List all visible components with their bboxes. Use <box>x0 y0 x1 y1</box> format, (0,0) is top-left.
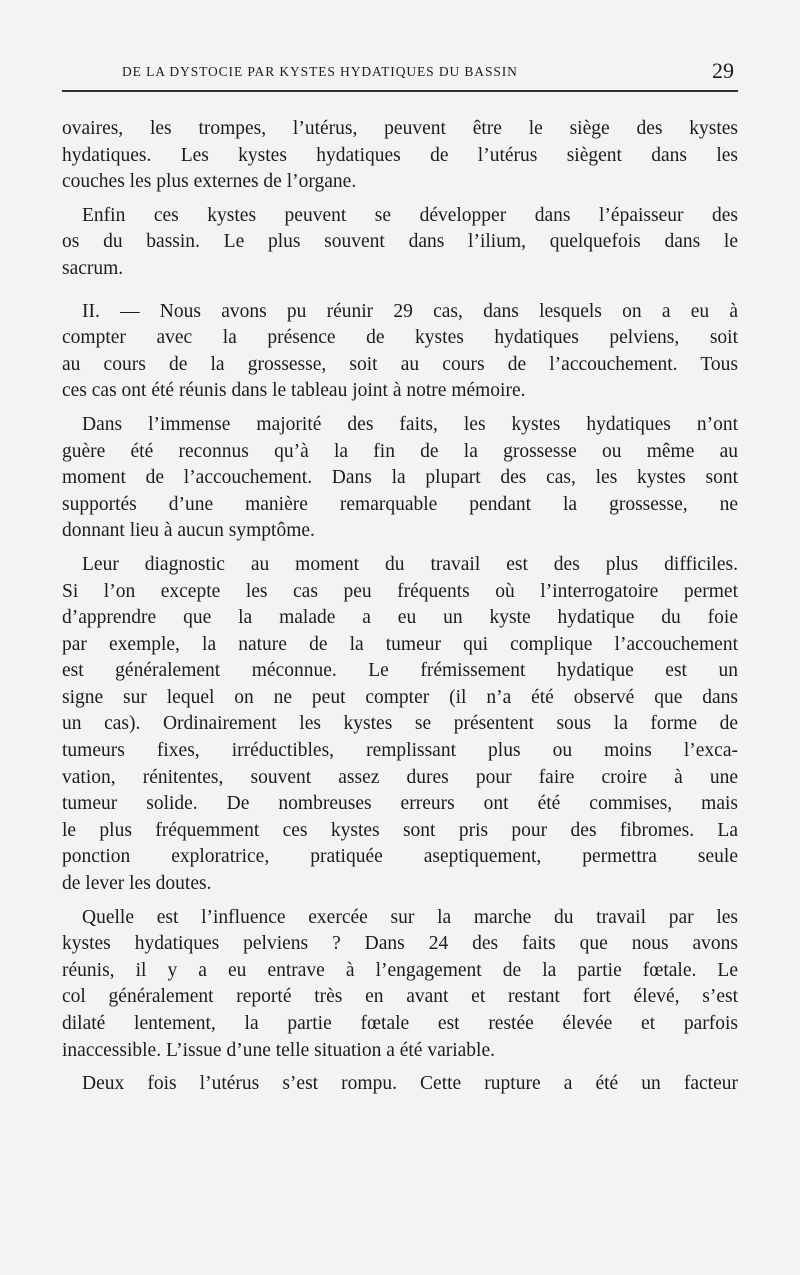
text-line: au cours de la grossesse, soit au cours de l’accouchement. Tous <box>62 353 738 375</box>
text-line: signe sur lequel on ne peut compter (il n’a été observé que dans <box>62 686 738 708</box>
paragraph <box>62 1071 738 1098</box>
text-line: Quelle est l’influence exercée sur la marche du travail par les <box>82 906 738 928</box>
text-line: supportés d’une manière remarquable pendant la grossesse, ne <box>62 493 738 515</box>
text-line: un cas). Ordinairement les kystes se présentent sous la forme de <box>62 713 738 735</box>
paragraph <box>62 116 738 196</box>
text-line: par exemple, la nature de la tumeur qui complique l’accouchement <box>62 633 738 655</box>
running-header <box>62 58 738 92</box>
text-line: Deux fois l’utérus s’est rompu. Cette rupture a été un facteur <box>82 1073 738 1095</box>
text-line: os du bassin. Le plus souvent dans l’ilium, quelquefois dans le <box>62 231 738 253</box>
running-title: DE LA DYSTOCIE PAR KYSTES HYDATIQUES DU BASSIN <box>122 64 518 79</box>
header-rule <box>62 90 738 92</box>
text-line: Leur diagnostic au moment du travail est des plus difficiles. <box>82 553 738 575</box>
text-line: vation, rénitentes, souvent assez dures pour faire croire à une <box>62 766 738 788</box>
paragraph <box>62 905 738 1065</box>
text-line: Dans l’immense majorité des faits, les kystes hydatiques n’ont <box>82 413 738 435</box>
text-line: tumeur solide. De nombreuses erreurs ont été commises, mais <box>62 793 738 815</box>
text-line: guère été reconnus qu’à la fin de la grossesse ou même au <box>62 440 738 462</box>
text-line: inaccessible. L’issue d’une telle situation a été variable. <box>62 1039 495 1061</box>
paragraph <box>62 203 738 283</box>
text-line: de lever les doutes. <box>62 873 212 895</box>
page-number: 29 <box>712 58 734 83</box>
text-line: est généralement méconnue. Le frémissement hydatique est un <box>62 660 738 682</box>
text-line: tumeurs fixes, irréductibles, remplissant plus ou moins l’exca- <box>62 740 738 762</box>
text-line: moment de l’accouchement. Dans la plupart des cas, les kystes sont <box>62 467 738 489</box>
text-line: donnant lieu à aucun symptôme. <box>62 520 315 542</box>
text-line: dilaté lentement, la partie fœtale est restée élevée et parfois <box>62 1013 738 1034</box>
text-line: compter avec la présence de kystes hydatiques pelviens, soit <box>62 327 738 349</box>
text-line: d’apprendre que la malade a eu un kyste hydatique du foie <box>62 607 738 629</box>
text-line: ces cas ont été réunis dans le tableau joint à notre mémoire. <box>62 380 526 402</box>
text-line: sacrum. <box>62 257 124 279</box>
text-line: col généralement reporté très en avant et restant fort élevé, s’est <box>62 986 738 1008</box>
text-line: II. — Nous avons pu réunir 29 cas, dans lesquels on a eu à <box>82 300 738 322</box>
text-line: ovaires, les trompes, l’utérus, peuvent être le siège des kystes <box>62 118 738 139</box>
text-line: Enfin ces kystes peuvent se développer dans l’épaisseur des <box>82 204 738 226</box>
body-text <box>62 116 738 1105</box>
text-line: hydatiques. Les kystes hydatiques de l’utérus siègent dans les <box>62 144 738 166</box>
paragraph <box>62 552 738 898</box>
paragraph <box>62 412 738 545</box>
text-line: ponction exploratrice, pratiquée aseptiquement, permettra seule <box>62 846 738 868</box>
text-line: Si l’on excepte les cas peu fréquents où l’interrogatoire permet <box>62 580 738 602</box>
text-line: kystes hydatiques pelviens ? Dans 24 des faits que nous avons <box>62 933 738 955</box>
paragraph <box>62 299 738 405</box>
text-line: couches les plus externes de l’organe. <box>62 171 357 193</box>
text-line: réunis, il y a eu entrave à l’engagement de la partie fœtale. Le <box>62 959 738 981</box>
text-line: le plus fréquemment ces kystes sont pris pour des fibromes. La <box>62 819 738 841</box>
